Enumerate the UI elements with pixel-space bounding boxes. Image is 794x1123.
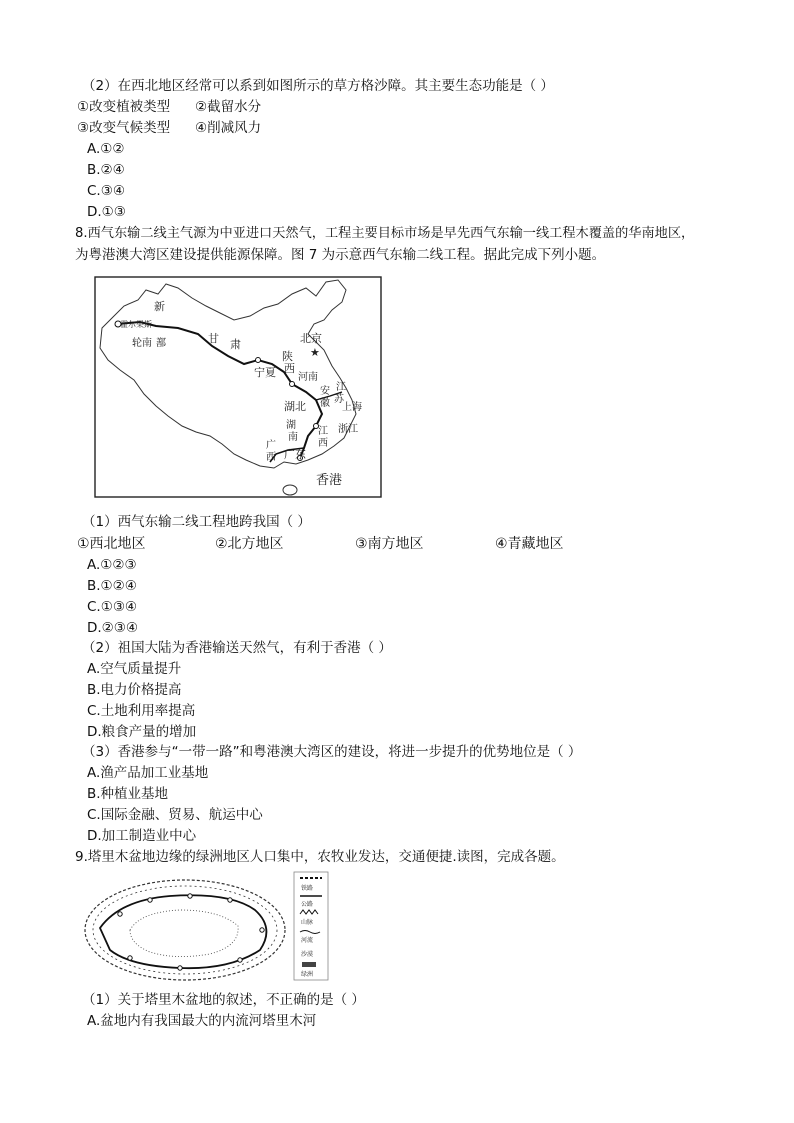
q7-2-item-4: ④削减风力: [195, 120, 262, 136]
legend-oasis-symbol: [302, 962, 316, 967]
q8-1-option-b: B.①②④: [87, 578, 137, 594]
q9-1-option-a: A.盆地内有我国最大的内流河塔里木河: [87, 1013, 317, 1029]
map-label-hunan-1: 湖: [286, 420, 296, 431]
map-label-huoerguosi: 霍尔果斯: [120, 320, 152, 329]
q7-2-item-2: ②截留水分: [195, 99, 262, 115]
oasis-dot: [260, 928, 264, 932]
legend-mountain: 山脉: [301, 919, 314, 926]
oasis-dot: [188, 894, 192, 898]
q8-1-item-4: ④青藏地区: [495, 536, 564, 552]
map-label-guangdong: 广东: [284, 448, 306, 461]
map-label-xin: 新: [154, 300, 165, 313]
map-label-su: 肃: [230, 338, 241, 351]
station-shaanxi: [256, 358, 261, 363]
legend-river: 河流: [301, 937, 314, 944]
q9-stem: 9.塔里木盆地边缘的绿洲地区人口集中，农牧业发达，交通便捷.读图，完成各题。: [75, 849, 565, 865]
q8-3-option-a: A.渔产品加工业基地: [87, 765, 209, 781]
q8-2-option-b: B.电力价格提高: [87, 682, 182, 698]
oasis-dot: [148, 898, 152, 902]
q8-1-item-2: ②北方地区: [215, 536, 284, 552]
mountain-ring-inner: [93, 886, 277, 974]
map-label-hubei: 湖北: [284, 400, 306, 413]
q8-3-stem: （3）香港参与“一带一路”和粤港澳大湾区的建设，将进一步提升的优势地位是（ ）: [82, 744, 582, 760]
q7-2-option-b: B.②④: [87, 162, 125, 178]
map-label-gan: 甘: [208, 332, 219, 345]
desert-area: [130, 910, 238, 957]
map-label-shan: 鄯: [156, 338, 166, 349]
station-henan: [290, 382, 295, 387]
q7-2-option-c: C.③④: [87, 183, 125, 199]
map-label-ningxia: 宁夏: [254, 366, 276, 379]
q8-stem-line-1: 8.西气东输二线主气源为中亚进口天然气，工程主要目标市场是早先西气东输一线工程木覆盖的华南地区，: [75, 226, 695, 241]
q8-2-stem: （2）祖国大陆为香港输送天然气，有利于香港（ ）: [82, 640, 392, 656]
map-label-beijing: 北京: [300, 332, 322, 345]
q8-1-stem: （1）西气东输二线工程地跨我国（ ）: [82, 514, 311, 530]
q9-1-stem: （1）关于塔里木盆地的叙述，不正确的是（ ）: [82, 992, 365, 1008]
map-label-shanghai: 上海: [342, 402, 362, 413]
map-label-jiangxi-2: 西: [318, 438, 328, 449]
q7-2-stem: （2）在西北地区经常可以系到如图所示的草方格沙障。其主要生态功能是（ ）: [82, 78, 554, 94]
map-label-xianggang: 香港: [316, 473, 343, 488]
map-label-jiangsu-2: 苏: [334, 394, 344, 405]
legend-oasis: 绿洲: [301, 971, 314, 978]
oasis-dot: [238, 958, 242, 962]
map-label-jiangxi-1: 江: [318, 426, 328, 437]
map-label-henan: 河南: [298, 372, 318, 383]
railway-line: [100, 895, 266, 968]
q8-3-option-b: B.种植业基地: [87, 786, 169, 802]
map-label-guangxi-1: 广: [266, 440, 276, 451]
q8-3-option-d: D.加工制造业中心: [87, 828, 197, 844]
map-label-hunan-2: 南: [288, 432, 298, 443]
q8-3-option-c: C.国际金融、贸易、航运中心: [87, 807, 263, 823]
legend-desert: 沙漠: [301, 951, 314, 958]
q7-2-option-d: D.①③: [87, 204, 126, 220]
q8-2-option-c: C.土地利用率提高: [87, 703, 196, 719]
q8-1-item-1: ①西北地区: [77, 536, 146, 552]
map-label-zhejiang: 浙江: [338, 424, 358, 435]
map-label-anhui-2: 徽: [320, 398, 330, 409]
q8-2-option-d: D.粮食产量的增加: [87, 724, 197, 740]
map-label-lunnan: 轮南: [132, 338, 152, 349]
q8-stem-line-2: 为粤港澳大湾区建设提供能源保障。图 7 为示意西气东输二线工程。据此完成下列小题。: [75, 247, 606, 263]
q7-2-option-a: A.①②: [87, 141, 125, 157]
q8-1-option-a: A.①②③: [87, 557, 137, 573]
q7-2-item-3: ③改变气候类型: [77, 120, 171, 136]
tarim-basin-map: [80, 870, 330, 985]
map-label-guangxi-2: 西: [266, 452, 276, 463]
q8-1-item-3: ③南方地区: [355, 536, 424, 552]
map-label-jiangsu-1: 江: [336, 382, 346, 393]
map-label-xi: 西: [284, 362, 295, 375]
map-label-anhui-1: 安: [320, 386, 330, 397]
beijing-star-icon: ★: [310, 346, 320, 359]
oasis-dot: [178, 966, 182, 970]
legend-railway: 铁路: [301, 885, 314, 892]
oasis-dot: [128, 956, 132, 960]
legend-road: 公路: [301, 901, 314, 908]
map-label-shaan: 陕: [282, 350, 293, 363]
q8-1-option-d: D.②③④: [87, 620, 138, 636]
q8-2-option-a: A.空气质量提升: [87, 661, 182, 677]
pipeline-map: [94, 276, 382, 498]
q7-2-item-1: ①改变植被类型: [77, 99, 171, 115]
q8-1-option-c: C.①③④: [87, 599, 138, 615]
oasis-dot: [228, 898, 232, 902]
oasis-dot: [118, 912, 122, 916]
